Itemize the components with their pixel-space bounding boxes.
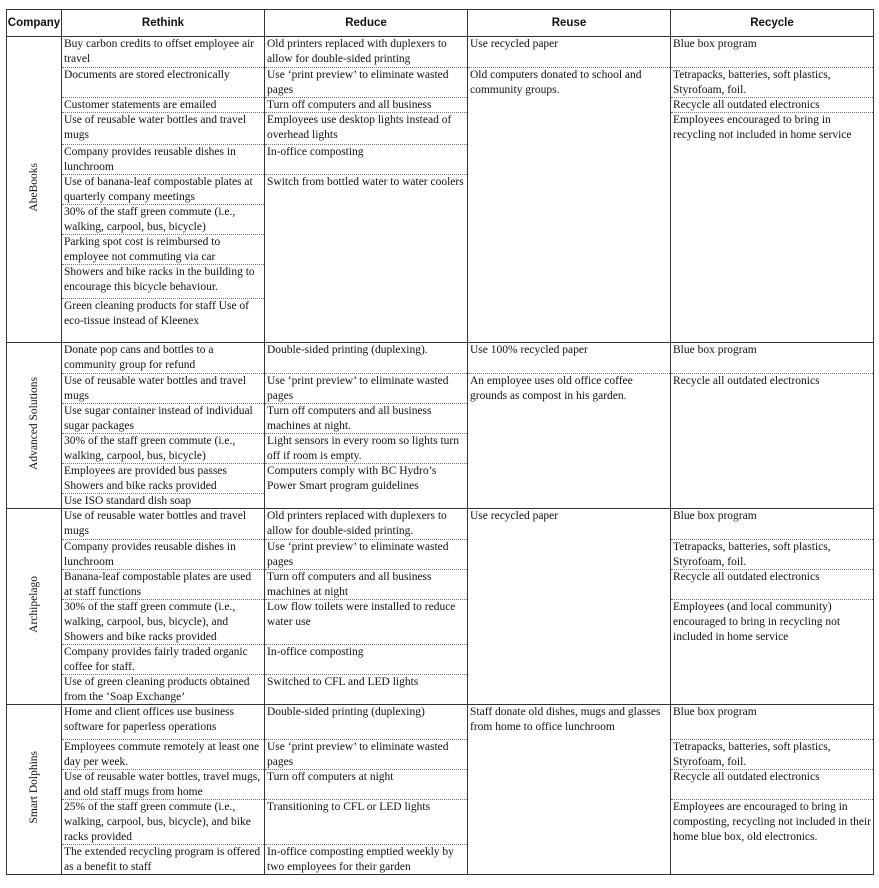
reuse-item: Use recycled paper (470, 38, 559, 50)
recycle-column-cell (671, 705, 874, 875)
rethink-item: Customer statements are emailed (62, 97, 264, 112)
reduce-item: Transitioning to CFL or LED lights (265, 799, 467, 844)
reduce-item: Use ‘print preview’ to eliminate wasted pages (265, 373, 467, 403)
reduce-item: In-office composting emptied weekly by two employees for their garden (265, 844, 467, 874)
recycle-column-cell (671, 509, 874, 705)
reduce-item: Turn off computers and all business (265, 97, 467, 112)
reuse-column-cell (468, 509, 671, 705)
rethink-item: Donate pop cans and bottles to a community group for refund (64, 344, 214, 371)
reuse-column-cell (468, 343, 671, 509)
reduce-item: In-office composting (265, 144, 467, 174)
rethink-column-cell (62, 705, 265, 875)
reuse-item: An employee uses old office coffee grounds as compost in his garden. (468, 373, 670, 403)
rethink-item: Use sugar container instead of individual sugar packages (62, 403, 264, 433)
reduce-item: Low flow toilets were installed to reduce water use (265, 599, 467, 644)
company-name: Advanced Solutions (27, 376, 40, 470)
sustainability-table (6, 9, 874, 875)
reuse-item: Use recycled paper (470, 510, 559, 522)
recycle-item: Employees are encouraged to bring in composting, recycling not included in their home blue box, old electronics. (673, 801, 872, 843)
reduce-item: Double-sided printing (duplexing). (267, 344, 428, 356)
rethink-item: Showers and bike racks in the building to encourage this bicycle behaviour. (62, 264, 264, 298)
rethink-item: Use of reusable water bottles and travel mugs (62, 112, 264, 144)
rethink-item: Employees are provided bus passes Showers and bike racks provided (62, 463, 264, 493)
company-name-cell (7, 37, 62, 343)
header-rethink: Rethink (62, 10, 265, 37)
rethink-item: Use of banana-leaf compostable plates at quarterly company meetings (62, 174, 264, 204)
recycle-item: Tetrapacks, batteries, soft plastics, Styrofoam, foil. (671, 67, 873, 97)
company-name: AbeBooks (27, 162, 40, 212)
reduce-item: Use ‘print preview’ to eliminate wasted pages (265, 739, 467, 769)
rethink-item: Parking spot cost is reimbursed to employee not commuting via car (62, 234, 264, 264)
rethink-item: Home and client offices use business software for paperless operations (64, 706, 235, 733)
reduce-item: Turn off computers and all business machines at night (265, 569, 467, 599)
reduce-item: Switched to CFL and LED lights (265, 674, 467, 704)
company-name: Smart Dolphins (27, 750, 40, 824)
reduce-item: Computers comply with BC Hydro’s Power Smart program guidelines (265, 463, 467, 493)
rethink-item: Employees commute remotely at least one day per week. (62, 739, 264, 769)
company-name-cell (7, 509, 62, 705)
recycle-item: Blue box program (673, 510, 757, 522)
header-company: Company (7, 10, 62, 37)
reuse-item: Old computers donated to school and community groups. (468, 67, 670, 97)
recycle-item: Employees encouraged to bring in recycling not included in home service (671, 112, 873, 142)
reduce-item: Switch from bottled water to water coolers (265, 174, 467, 204)
company-row (7, 705, 874, 875)
recycle-item: Recycle all outdated electronics (671, 373, 873, 403)
header-reduce: Reduce (265, 10, 468, 37)
rethink-item: Use of reusable water bottles and travel mugs (62, 373, 264, 403)
recycle-item: Blue box program (673, 38, 757, 50)
recycle-item: Recycle all outdated electronics (671, 769, 873, 799)
reduce-item: Use ‘print preview’ to eliminate wasted pages (265, 67, 467, 97)
recycle-item: Blue box program (673, 344, 757, 356)
reduce-column-cell (265, 705, 468, 875)
reuse-item: Use 100% recycled paper (470, 344, 588, 356)
rethink-item: Company provides reusable dishes in lunchroom (62, 539, 264, 569)
reduce-item: Old printers replaced with duplexers to allow for double-sided printing (267, 38, 447, 65)
header-recycle: Recycle (671, 10, 874, 37)
recycle-item: Recycle all outdated electronics (671, 569, 873, 599)
company-row (7, 343, 874, 509)
rethink-item: Buy carbon credits to offset employee air travel (64, 38, 255, 65)
reduce-item: Light sensors in every room so lights turn off if room is empty. (265, 433, 467, 463)
rethink-item: 25% of the staff green commute (i.e., walking, carpool, bus, bicycle), and bike racks provided (62, 799, 264, 844)
rethink-item: 30% of the staff green commute (i.e., walking, carpool, bus, bicycle), and Showers and bike racks provided (62, 599, 264, 644)
reuse-item: Staff donate old dishes, mugs and glasses from home to office lunchroom (470, 706, 661, 733)
reduce-item: In-office composting (265, 644, 467, 674)
rethink-item: Green cleaning products for staff Use of eco-tissue instead of Kleenex (62, 298, 264, 333)
rethink-item: Use of reusable water bottles, travel mugs, and old staff mugs from home (62, 769, 264, 799)
recycle-column-cell (671, 37, 874, 343)
company-name: Archipelago (27, 575, 40, 633)
rethink-item: Company provides reusable dishes in lunchroom (62, 144, 264, 174)
company-row (7, 37, 874, 343)
reduce-item: Employees use desktop lights instead of overhead lights (265, 112, 467, 144)
reduce-item: Turn off computers and all business machines at night. (265, 403, 467, 433)
reduce-item: Use ‘print preview’ to eliminate wasted pages (265, 539, 467, 569)
rethink-item: 30% of the staff green commute (i.e., walking, carpool, bus, bicycle) (62, 204, 264, 234)
reduce-item: Old printers replaced with duplexers to allow for double-sided printing. (267, 510, 447, 537)
rethink-item: The extended recycling program is offered as a benefit to staff (62, 844, 264, 874)
rethink-item: Use of reusable water bottles and travel mugs (64, 510, 247, 537)
reduce-item: Turn off computers at night (265, 769, 467, 799)
reuse-column-cell (468, 37, 671, 343)
recycle-item: Recycle all outdated electronics (671, 97, 873, 112)
rethink-item: Documents are stored electronically (62, 67, 264, 97)
rethink-item: Banana-leaf compostable plates are used at staff functions (62, 569, 264, 599)
company-name-cell (7, 705, 62, 875)
rethink-column-cell (62, 343, 265, 509)
header-row (7, 10, 874, 37)
rethink-item: Use of green cleaning products obtained from the ‘Soap Exchange’ (62, 674, 264, 704)
reduce-column-cell (265, 343, 468, 509)
company-name-cell (7, 343, 62, 509)
rethink-column-cell (62, 509, 265, 705)
reduce-item: Double-sided printing (duplexing) (267, 706, 425, 718)
rethink-item: Use ISO standard dish soap (62, 493, 264, 508)
recycle-item: Tetrapacks, batteries, soft plastics, Styrofoam, foil. (671, 539, 873, 569)
recycle-item: Tetrapacks, batteries, soft plastics, Styrofoam, foil. (671, 739, 873, 769)
recycle-item: Blue box program (673, 706, 757, 718)
reduce-column-cell (265, 37, 468, 343)
recycle-column-cell (671, 343, 874, 509)
rethink-column-cell (62, 37, 265, 343)
recycle-item: Employees (and local community) encouraged to bring in recycling not included in home service (671, 599, 873, 644)
header-reuse: Reuse (468, 10, 671, 37)
reduce-column-cell (265, 509, 468, 705)
reuse-column-cell (468, 705, 671, 875)
company-row (7, 509, 874, 705)
rethink-item: 30% of the staff green commute (i.e., walking, carpool, bus, bicycle) (62, 433, 264, 463)
rethink-item: Company provides fairly traded organic coffee for staff. (62, 644, 264, 674)
